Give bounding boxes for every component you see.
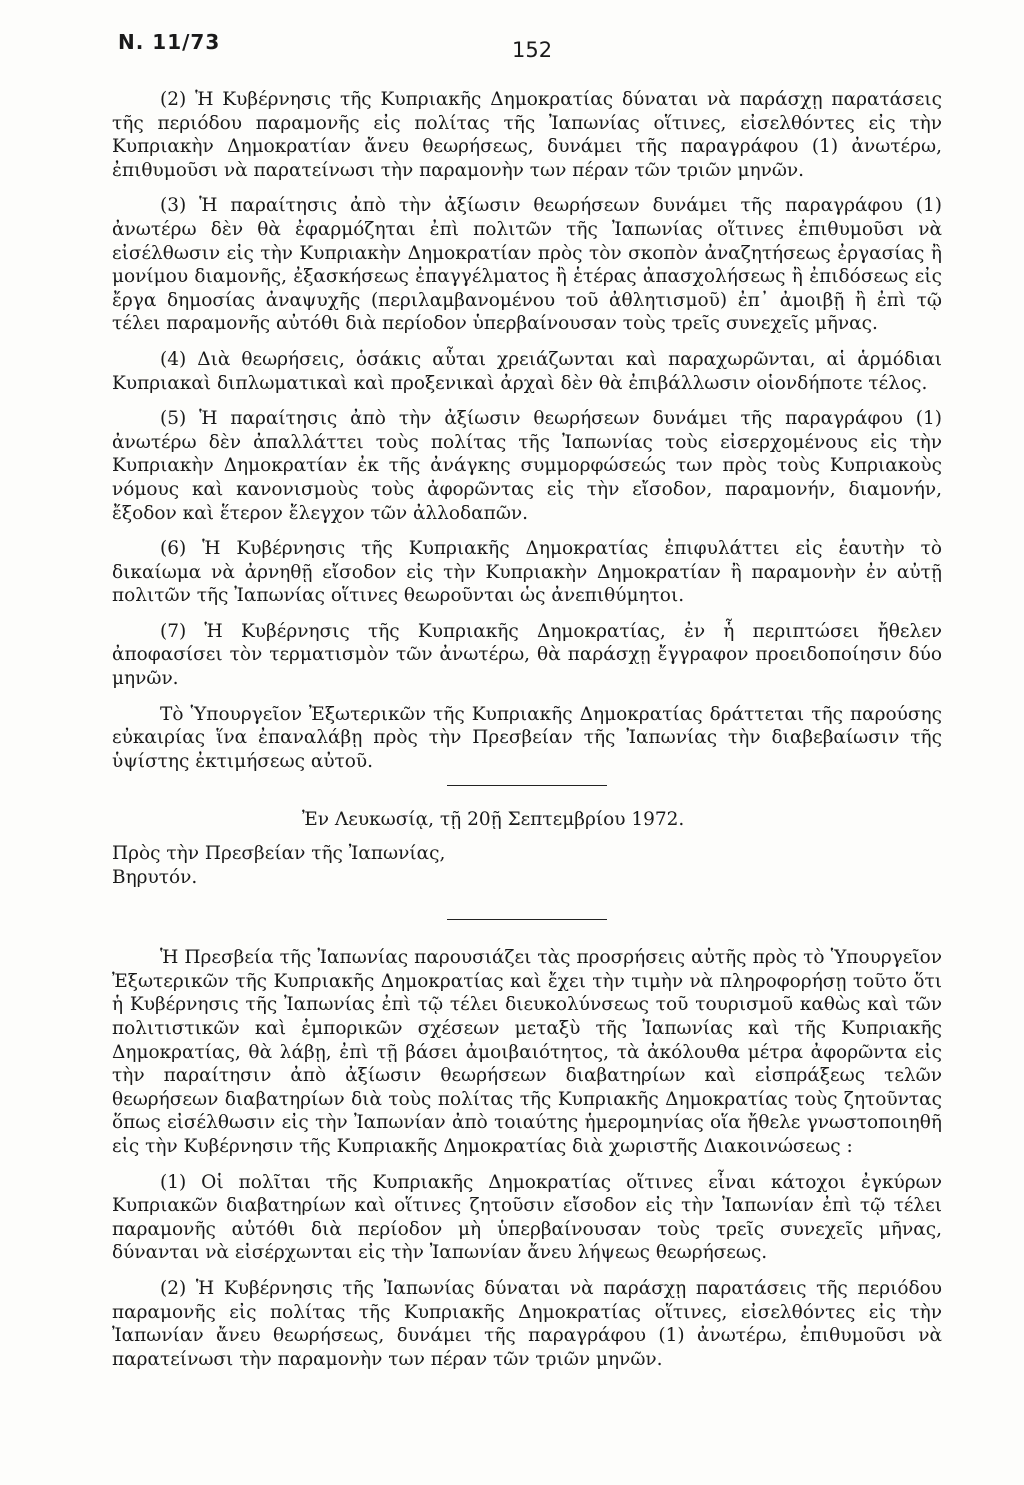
separator-rule — [447, 919, 607, 920]
paragraph: (6) Ἡ Κυβέρνησις τῆς Κυπριακῆς Δημοκρατίας ἐπιφυλάττει εἰς ἑαυτὴν τὸ δικαίωμα νὰ ἀρνηθῇ εἴσοδον εἰς τὴν Κυπριακὴν Δημοκρατίαν ἢ παραμονὴν ἐν αὐτῇ πολιτῶν τῆς Ἰαπωνίας οἵτινες θεωροῦνται ὡς ἀνεπιθύμητοι. — [112, 538, 942, 607]
paragraph: Ἡ Πρεσβεία τῆς Ἰαπωνίας παρουσιάζει τὰς προσρήσεις αὐτῆς πρὸς τὸ Ὑπουργεῖον Ἐξωτερικῶν τῆς Κυπριακῆς Δημοκρατίας καὶ ἔχει τὴν τιμὴν νὰ πληροφορήσῃ τοῦτο ὅτι ἡ Κυβέρνησις τῆς Ἰαπωνίας ἐπὶ τῷ τέλει διευκολύνσεως τοῦ τουρισμοῦ καθὼς καὶ τῶν πολιτιστικῶν καὶ ἐμπορικῶν σχέσεων μεταξὺ τῆς Ἰαπωνίας καὶ τῆς Κυπριακῆς Δημοκρατίας, θὰ λάβῃ, ἐπὶ τῇ βάσει ἀμοιβαιότητος, τὰ ἀκόλουθα μέτρα ἀφορῶντα εἰς τὴν παραίτησιν ἀπὸ ἀξίωσιν θεωρήσεων διαβατηρίων καὶ εἰσπράξεως τελῶν θεωρήσεων διαβατηρίων διὰ τοὺς πολίτας τῆς Κυπριακῆς Δημοκρατίας τοὺς ζητοῦντας ὅπως εἰσέλθωσιν εἰς τὴν Ἰαπωνίαν ἀπὸ τοιαύτης ἡμερομηνίας οἵα ἤθελε γνωστοποιηθῆ εἰς τὴν Κυβέρνησιν τῆς Κυπριακῆς Δημοκρατίας διὰ χωριστῆς Διακοινώσεως : — [112, 947, 942, 1157]
paragraph: (4) Διὰ θεωρήσεις, ὁσάκις αὗται χρειάζωνται καὶ παραχωρῶνται, αἱ ἁρμόδιαι Κυπριακαὶ διπλωματικαὶ καὶ προξενικαὶ ἀρχαὶ δὲν θὰ ἐπιβάλλωσιν οἱονδήποτε τέλος. — [112, 348, 942, 394]
paragraph: (2) Ἡ Κυβέρνησις τῆς Κυπριακῆς Δημοκρατίας δύναται νὰ παράσχῃ παρατάσεις τῆς περιόδου παραμονῆς εἰς πολίτας τῆς Ἰαπωνίας οἵτινες, εἰσελθόντες εἰς τὴν Κυπριακὴν Δημοκρατίαν ἄνευ θεωρήσεως, δυνάμει τῆς παραγράφου (1) ἀνωτέρω, ἐπιθυμοῦσι νὰ παρατείνωσι τὴν παραμονὴν των πέραν τῶν τριῶν μηνῶν. — [112, 89, 942, 181]
second-letter — [112, 946, 942, 1371]
page-number: 152 — [512, 38, 553, 62]
paragraph: (3) Ἡ παραίτησις ἀπὸ τὴν ἀξίωσιν θεωρήσεων δυνάμει τῆς παραγράφου (1) ἀνωτέρω δὲν θὰ ἐφαρμόζηται ἐπὶ πολιτῶν τῆς Ἰαπωνίας οἵτινες ἐπιθυμοῦσι νὰ εἰσέλθωσιν εἰς τὴν Κυπριακὴν Δημοκρατίαν πρὸς τὸν σκοπὸν ἀναζητήσεως ἐργασίας ἢ μονίμου διαμονῆς, ἐξασκήσεως ἐπαγγέλματος ἢ ἑτέρας ἀπασχολήσεως ἢ ἐπιδόσεως εἰς ἔργα δημοσίας ἀναψυχῆς (περιλαμβανομένου τοῦ ἀθλητισμοῦ) ἐπ᾿ ἀμοιβῇ ἢ ἐπὶ τῷ τέλει παραμονῆς αὐτόθι διὰ περίοδον ὑπερβαίνουσαν τοὺς τρεῖς συνεχεῖς μῆνας. — [112, 195, 942, 335]
address-block — [112, 842, 942, 889]
paragraph: (7) Ἡ Κυβέρνησις τῆς Κυπριακῆς Δημοκρατίας, ἐν ἧ περιπτώσει ἤθελεν ἀποφασίσει τὸν τερματισμὸν τῶν ἀνωτέρω, θὰ παράσχῃ ἔγγραφον προειδοποίησιν δύο μηνῶν. — [112, 620, 942, 690]
paragraph: (1) Οἱ πολῖται τῆς Κυπριακῆς Δημοκρατίας οἵτινες εἶναι κάτοχοι ἐγκύρων Κυπριακῶν διαβατηρίων καὶ οἵτινες ζητοῦσιν εἴσοδον εἰς τὴν Ἰαπωνίαν ἐπὶ τῷ τέλει παραμονῆς αὐτόθι διὰ περίοδον μὴ ὑπερβαίνουσαν τοὺς τρεῖς συνεχεῖς μῆνας, δύνανται νὰ εἰσέρχωνται εἰς τὴν Ἰαπωνίαν ἄνευ λήψεως θεωρήσεως. — [112, 1171, 942, 1264]
document-body — [112, 88, 942, 1383]
paragraph: Τὸ Ὑπουργεῖον Ἐξωτερικῶν τῆς Κυπριακῆς Δημοκρατίας δράττεται τῆς παρούσης εὐκαιρίας ἵνα ἐπαναλάβῃ πρὸς τὴν Πρεσβείαν τῆς Ἰαπωνίας τὴν διαβεβαίωσιν τῆς ὑψίστης ἐκτιμήσεως αὐτοῦ. — [112, 703, 942, 772]
paragraph: (2) Ἡ Κυβέρνησις τῆς Ἰαπωνίας δύναται νὰ παράσχῃ παρατάσεις τῆς περιόδου παραμονῆς εἰς πολίτας τῆς Κυπριακῆς Δημοκρατίας οἵτινες, εἰσελθόντες εἰς τὴν Ἰαπωνίαν ἄνευ θεωρήσεως, δυνάμει τῆς παραγράφου (1) ἀνωτέρω, ἐπιθυμοῦσι νὰ παρατείνωσι τὴν παραμονὴν των πέραν τῶν τριῶν μηνῶν. — [112, 1277, 942, 1370]
paragraph: (5) Ἡ παραίτησις ἀπὸ τὴν ἀξίωσιν θεωρήσεων δυνάμει τῆς παραγράφου (1) ἀνωτέρω δὲν ἀπαλλάττει τοὺς πολίτας τῆς Ἰαπωνίας τοὺς εἰσερχομένους εἰς τὴν Κυπριακὴν Δημοκρατίαν ἐκ τῆς ἀνάγκης συμμορφώσεώς των πρὸς τοὺς Κυπριακοὺς νόμους καὶ κανονισμοὺς τοὺς ἀφορῶντας εἰς τὴν εἴσοδον, παραμονήν, διαμονήν, ἔξοδον καὶ ἕτερον ἔλεγχον τῶν ἀλλοδαπῶν. — [112, 408, 942, 524]
date-line: Ἐν Λευκωσίᾳ, τῇ 20ῇ Σεπτεμβρίου 1972. — [302, 809, 685, 831]
law-number: N. 11/73 — [118, 30, 221, 54]
separator-rule — [447, 785, 607, 786]
first-letter — [112, 88, 942, 889]
address-line: Πρὸς τὴν Πρεσβείαν τῆς Ἰαπωνίας, — [112, 843, 446, 865]
address-line: Βηρυτόν. — [112, 866, 198, 888]
